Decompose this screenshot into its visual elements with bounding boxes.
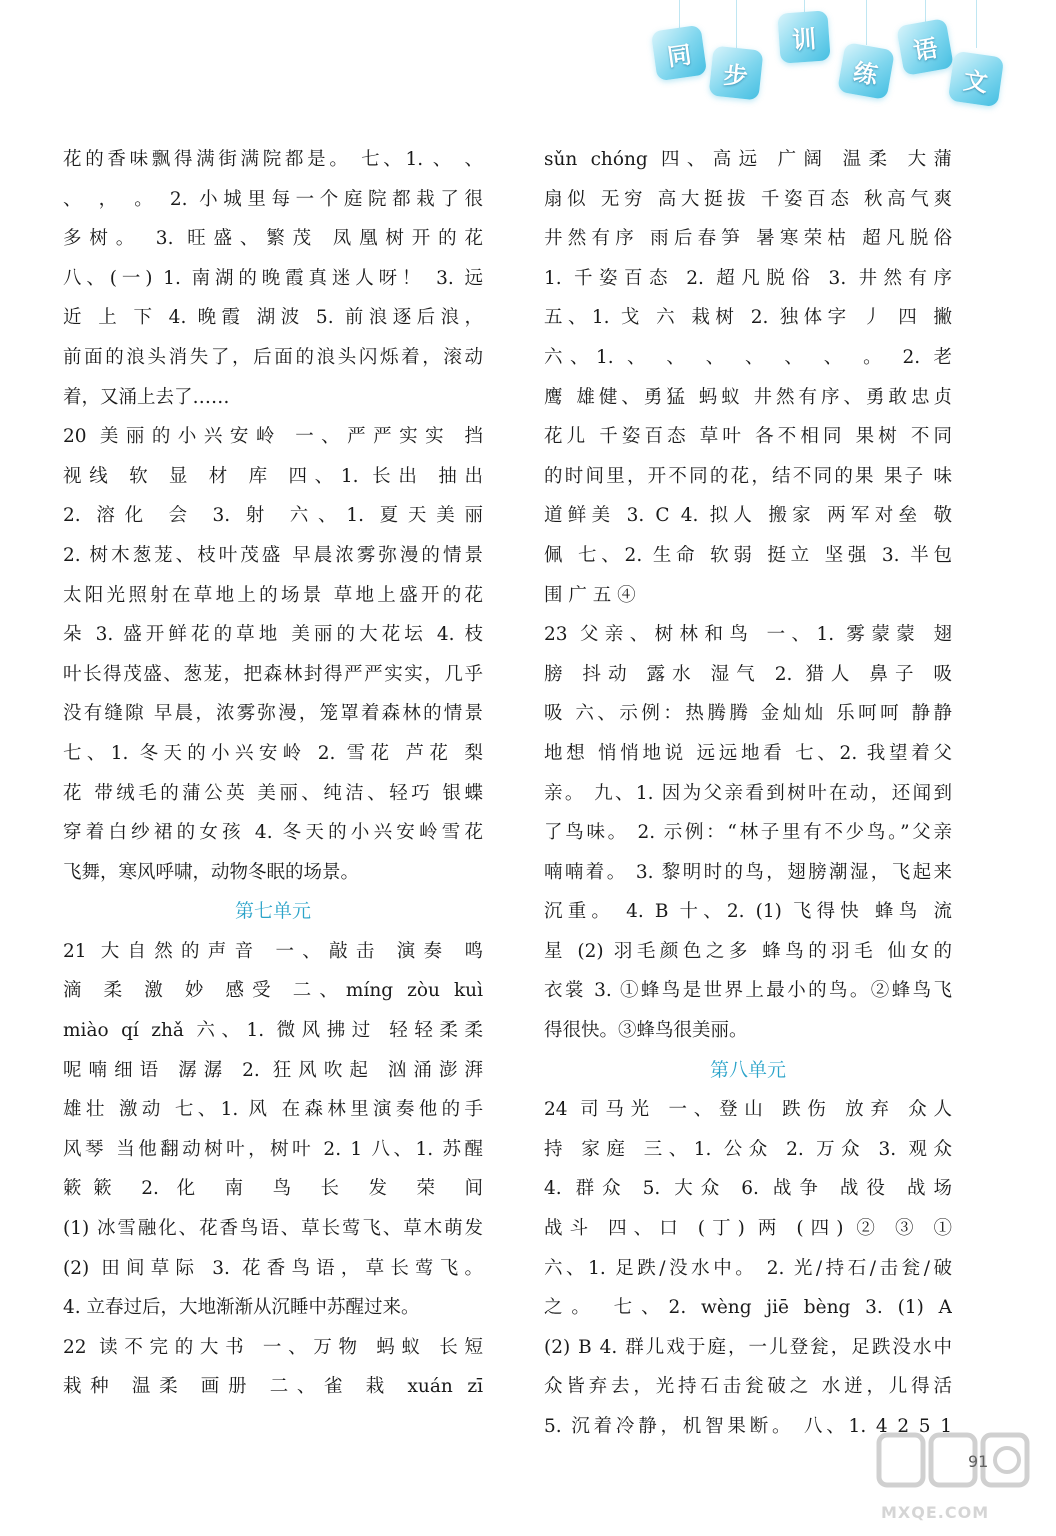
answer-line: 滴 柔 激 妙 感受 二、míng zòu kuì bbox=[63, 980, 483, 1002]
answer-line: 花的香味飘得满街满院都是。 七、1. 、 、 bbox=[63, 149, 483, 170]
answer-line: 朵 3. 盛开鲜花的草地 美丽的大花坛 4. 枝 bbox=[63, 624, 483, 646]
answer-line: 战斗 四、口 (丁) 两 (四) ② ③ ① bbox=[544, 1218, 952, 1240]
answer-line: 簌簌 2. 化 南 鸟 长 发 荣 间 bbox=[63, 1178, 483, 1200]
answer-line: sǔn chóng 四、高远 广阔 温柔 大蒲 bbox=[544, 149, 952, 170]
answer-line: 2. 树木葱茏、枝叶茂盛 早晨浓雾弥漫的情景 bbox=[63, 544, 483, 566]
answer-line: 花儿 千姿百态 草叶 各不相同 果树 不同 bbox=[544, 426, 952, 448]
title-tile: 训 bbox=[777, 10, 830, 63]
answer-line: 飞舞，寒风呼啸，动物冬眠的场景。 bbox=[63, 861, 360, 883]
lesson-heading-line: 23 父亲、树林和鸟 一、1. 雾蒙蒙 翅 bbox=[544, 624, 952, 646]
answer-line: 亲。 九、1. 因为父亲看到树叶在动，还闻到 bbox=[544, 782, 952, 804]
answer-line: 没有缝隙 早晨，浓雾弥漫，笼罩着森林的情景 bbox=[63, 703, 483, 725]
answer-line: 、 ， 。 2. 小城里每一个庭院都栽了很 bbox=[63, 188, 483, 210]
answer-line: 叶长得茂盛、葱茏，把森林封得严严实实，几乎 bbox=[63, 663, 483, 685]
answer-line: 六、1. 、 、 、 、 、 、 。 2. 老 bbox=[544, 346, 952, 368]
answer-line: 星 (2) 羽毛颜色之多 蜂鸟的羽毛 仙女的 bbox=[544, 940, 952, 962]
answer-line: 五、1. 戈 六 栽树 2. 独体字 丿 四 撇 bbox=[544, 307, 952, 329]
answer-line: 扇似 无穷 高大挺拔 千姿百态 秋高气爽 bbox=[544, 188, 952, 210]
answer-line: 地想 悄悄地说 远远地看 七、2. 我望着父 bbox=[544, 742, 952, 764]
answer-line: 众皆弃去，光持石击瓮破之 水迸，儿得活 bbox=[544, 1376, 952, 1398]
lesson-heading-line: 22 读不完的大书 一、万物 蚂蚁 长短 bbox=[63, 1336, 483, 1358]
answer-line: 雄壮 激动 七、1. 风 在森林里演奏他的手 bbox=[63, 1099, 483, 1121]
answer-line: 得很快。③蜂鸟很美丽。 bbox=[544, 1020, 748, 1042]
answer-line: 道鲜美 3. C 4. 拟人 搬家 两军对垒 敬 bbox=[544, 505, 952, 527]
answer-line: 前面的浪头消失了，后面的浪头闪烁着，滚动 bbox=[63, 346, 483, 368]
lesson-heading-line: 24 司马光 一、登山 跌伤 放弃 众人 bbox=[544, 1099, 952, 1121]
answer-line: (2) 田间草际 3. 花香鸟语，草长莺飞。 bbox=[63, 1257, 483, 1279]
answer-line: 近 上 下 4. 晚霞 湖波 5. 前浪逐后浪， bbox=[63, 307, 483, 329]
answer-line: 之。 七、2. wèng jiē bèng 3. (1) A bbox=[544, 1297, 952, 1319]
answer-line: 花 带绒毛的蒲公英 美丽、纯洁、轻巧 银蝶 bbox=[63, 782, 483, 804]
answer-column-left bbox=[63, 140, 483, 1407]
answer-line: (2) B 4. 群儿戏于庭，一儿登瓮，足跌没水中 bbox=[544, 1336, 952, 1358]
answer-line: 太阳光照射在草地上的场景 草地上盛开的花 bbox=[63, 584, 483, 606]
answer-line: 穿着白纱裙的女孩 4. 冬天的小兴安岭雪花 bbox=[63, 822, 483, 844]
answer-line: 膀 抖动 露水 湿气 2. 猎人 鼻子 吸 bbox=[544, 663, 952, 685]
answer-line: 的时间里，开不同的花，结不同的果 果子 味 bbox=[544, 465, 952, 487]
answer-line: 喃喃着。 3. 黎明时的鸟，翅膀潮湿，飞起来 bbox=[544, 861, 952, 883]
answer-line: 多树。 3. 旺盛、繁茂 凤凰树开的花 bbox=[63, 228, 483, 250]
lesson-heading-line: 20 美丽的小兴安岭 一、严严实实 挡 bbox=[63, 426, 483, 448]
answer-line: (1) 冰雪融化、花香鸟语、草长莺飞、草木萌发 bbox=[63, 1218, 483, 1240]
title-tile: 文 bbox=[948, 51, 1004, 107]
answer-line: 4. 立春过后，大地渐渐从沉睡中苏醒过来。 bbox=[63, 1297, 420, 1319]
title-tile: 步 bbox=[709, 46, 764, 101]
page-number: 91 bbox=[968, 1452, 989, 1471]
answer-line: 鹰 雄健、勇猛 蚂蚁 井然有序、勇敢忠贞 bbox=[544, 386, 952, 408]
watermark-text: MXQE.COM bbox=[881, 1503, 990, 1522]
answer-line: 六、1. 足跌/没水中。 2. 光/持石/击瓮/破 bbox=[544, 1257, 952, 1279]
title-tile: 同 bbox=[651, 25, 707, 81]
answer-line: 吸 六、示例：热腾腾 金灿灿 乐呵呵 静静 bbox=[544, 703, 952, 725]
title-tile: 练 bbox=[837, 42, 895, 100]
answer-line: 沉重。 4. B 十、2. (1) 飞得快 蜂鸟 流 bbox=[544, 901, 952, 923]
answer-column-right bbox=[544, 140, 952, 1447]
answer-line: 井然有序 雨后春笋 暑寒荣枯 超凡脱俗 bbox=[544, 228, 952, 250]
title-tile: 语 bbox=[896, 18, 954, 76]
lesson-heading-line: 21 大自然的声音 一、敲击 演奏 鸣 bbox=[63, 940, 483, 962]
answer-line: 栽种 温柔 画册 二、雀 栽 xuán zī bbox=[63, 1376, 483, 1398]
unit-heading: 第八单元 bbox=[709, 1058, 786, 1081]
watermark-logo bbox=[875, 1425, 1035, 1525]
answer-line: miào qí zhǎ 六、1. 微风拂过 轻轻柔柔 bbox=[63, 1020, 483, 1042]
answer-line: 了鸟味。 2. 示例：“林子里有不少鸟。”父亲 bbox=[544, 822, 952, 844]
unit-heading: 第七单元 bbox=[234, 900, 311, 923]
answer-line: 4. 群众 5. 大众 6. 战争 战役 战场 bbox=[544, 1178, 952, 1200]
answer-line: 1. 千姿百态 2. 超凡脱俗 3. 井然有序 bbox=[544, 267, 952, 289]
answer-line: 5. 沉着冷静，机智果断。 八、1. 4 2 5 1 bbox=[544, 1416, 952, 1437]
answer-line: 视线 软 显 材 库 四、1. 长出 抽出 bbox=[63, 465, 483, 487]
answer-line: 持 家庭 三、1. 公众 2. 万众 3. 观众 bbox=[544, 1138, 952, 1160]
answer-line: 呢喃细语 潺潺 2. 狂风吹起 汹涌澎湃 bbox=[63, 1059, 483, 1081]
answer-line: 着，又涌上去了…… bbox=[63, 386, 230, 408]
answer-line: 衣裳 3. ①蜂鸟是世界上最小的鸟。②蜂鸟飞 bbox=[544, 980, 952, 1002]
answer-line: 佩 七、2. 生命 软弱 挺立 坚强 3. 半包 bbox=[544, 544, 952, 566]
answer-line: 风琴 当他翻动树叶，树叶 2. 1 八、1. 苏醒 bbox=[63, 1138, 483, 1160]
answer-line: 2. 溶化 会 3. 射 六、1. 夏天美丽 bbox=[63, 505, 483, 527]
answer-line: 七、1. 冬天的小兴安岭 2. 雪花 芦花 梨 bbox=[63, 742, 483, 764]
hanging-string bbox=[866, 0, 867, 45]
answer-line: 八、(一) 1. 南湖的晚霞真迷人呀！ 3. 远 bbox=[63, 267, 483, 289]
answer-line: 围 广 五 ④ bbox=[544, 584, 636, 606]
header-decoration bbox=[620, 0, 1056, 130]
hanging-string bbox=[736, 0, 737, 48]
hanging-string bbox=[976, 0, 977, 48]
watermark-graphic bbox=[875, 1425, 1035, 1505]
